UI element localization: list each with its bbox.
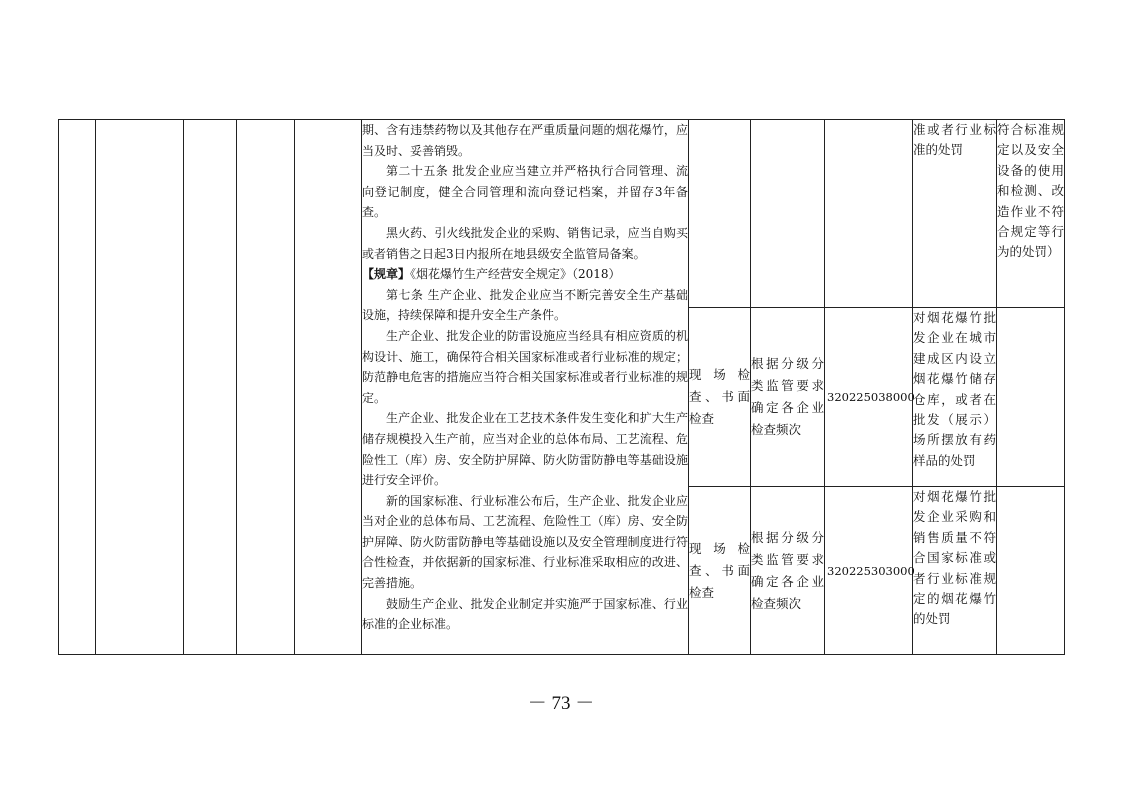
inspection-frequency-cell: 根据分级分类监管要求确定各企业检查频次 xyxy=(751,308,825,487)
legal-paragraph: 第二十五条 批发企业应当建立并严格执行合同管理、流向登记制度，健全合同管理和流向登记档案，并留存3年备查。 xyxy=(362,164,688,220)
extra-cell: 符合标准规定以及安全设备的使用和检测、改造作业不符合规定等行为的处罚） xyxy=(997,120,1065,308)
regulation-tag: 【规章】 xyxy=(362,267,411,282)
legal-paragraph: 新的国家标准、行业标准公布后，生产企业、批发企业应当对企业的总体布局、工艺流程、危险性工（库）房、安全防护屏障、防火防雷防静电等基础设施以及安全管理制度进行符合性检查，并依据新的国家标准、行业标准采取相应的改进、完善措施。 xyxy=(362,493,688,591)
inspection-method-cell: 现场检查、书面检查 xyxy=(689,308,751,487)
legal-paragraph: 期、含有违禁药物以及其他存在严重质量问题的烟花爆竹，应当及时、妥善销毁。 xyxy=(362,123,688,158)
inspection-frequency-cell: 根据分级分类监管要求确定各企业检查频次 xyxy=(751,487,825,655)
empty-cell xyxy=(59,120,96,655)
legal-paragraph: 第七条 生产企业、批发企业应当不断完善安全生产基础设施，持续保障和提升安全生产条件。 xyxy=(362,287,688,323)
legal-paragraph: 鼓励生产企业、批发企业制定并实施严于国家标准、行业标准的企业标准。 xyxy=(362,596,688,632)
empty-cell xyxy=(96,120,184,655)
legal-basis-cell xyxy=(362,120,689,655)
page-number: － 73 － xyxy=(527,693,595,714)
regulation-table xyxy=(58,119,1065,655)
empty-cell xyxy=(237,120,295,655)
empty-cell xyxy=(295,120,362,655)
table-row xyxy=(59,120,1065,308)
empty-cell xyxy=(689,120,751,308)
regulation-title: 《烟花爆竹生产经营安全规定》（2018） xyxy=(410,267,621,282)
item-code-cell: 320225303000 xyxy=(825,487,913,655)
empty-cell xyxy=(825,120,913,308)
empty-cell xyxy=(997,308,1065,487)
penalty-cell: 对烟花爆竹批发企业在城市建成区内设立烟花爆竹储存仓库，或者在批发（展示）场所摆放有药样品的处罚 xyxy=(913,308,997,487)
inspection-method-cell: 现场检查、书面检查 xyxy=(689,487,751,655)
legal-paragraph: 黑火药、引火线批发企业的采购、销售记录，应当自购买或者销售之日起3日内报所在地县级安全监管局备案。 xyxy=(362,225,688,261)
penalty-cell: 准或者行业标准的处罚 xyxy=(913,120,997,308)
legal-paragraph: 生产企业、批发企业在工艺技术条件发生变化和扩大生产储存规模投入生产前，应当对企业的总体布局、工艺流程、危险性工（库）房、安全防护屏障、防火防雷防静电等基础设施进行安全评价。 xyxy=(362,411,688,488)
legal-paragraph: 生产企业、批发企业的防雷设施应当经具有相应资质的机构设计、施工，确保符合相关国家标准或者行业标准的规定；防范静电危害的措施应当符合相关国家标准或者行业标准的规定。 xyxy=(362,328,688,405)
penalty-cell: 对烟花爆竹批发企业采购和销售质量不符合国家标准或者行业标准规定的烟花爆竹的处罚 xyxy=(913,487,997,655)
item-code-cell: 320225038000 xyxy=(825,308,913,487)
empty-cell xyxy=(184,120,237,655)
regulation-heading xyxy=(362,264,688,285)
empty-cell xyxy=(997,487,1065,655)
empty-cell xyxy=(751,120,825,308)
